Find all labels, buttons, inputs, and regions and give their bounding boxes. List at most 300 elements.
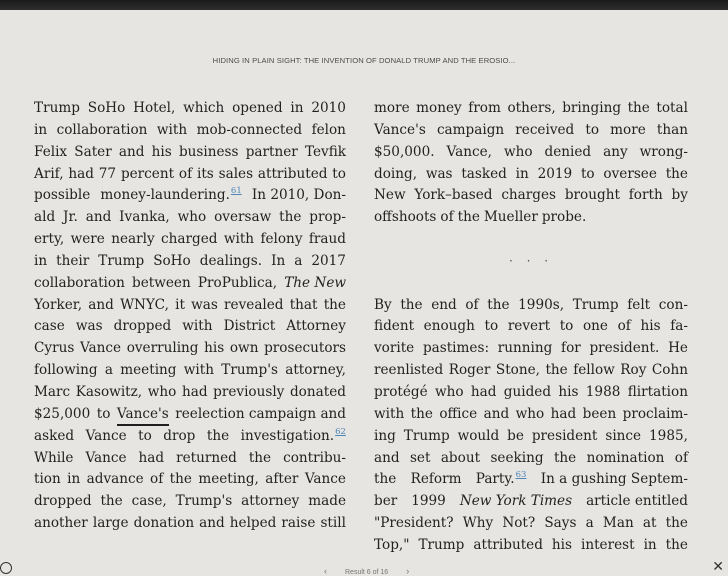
- word: 1990s,: [518, 296, 565, 313]
- word: office: [439, 405, 478, 422]
- word: Says: [544, 515, 577, 532]
- word: who: [147, 383, 177, 400]
- word: with: [223, 231, 255, 248]
- word: oversaw: [214, 209, 272, 226]
- word: any: [603, 143, 628, 160]
- word: forth: [628, 187, 663, 204]
- word: its: [196, 165, 214, 182]
- word: and: [118, 143, 145, 160]
- search-highlight: Vance's: [117, 404, 169, 426]
- word: own: [229, 340, 259, 357]
- word: Trump: [403, 427, 450, 444]
- word: meeting,: [198, 471, 259, 488]
- word: who: [177, 209, 207, 226]
- word: the: [665, 536, 688, 553]
- text-line: [374, 316, 688, 338]
- word: Ivanka,: [119, 209, 170, 226]
- word: reenlisted: [374, 362, 444, 379]
- text-line: [34, 229, 346, 251]
- word: case,: [131, 493, 167, 510]
- footnote-link-63[interactable]: 63: [515, 470, 527, 481]
- word: fa-: [670, 318, 688, 335]
- word: to: [580, 165, 595, 182]
- text-line: [374, 164, 688, 186]
- word: Man: [602, 515, 634, 532]
- word: than: [656, 121, 688, 138]
- text-line: [34, 338, 346, 360]
- word: sales: [218, 165, 254, 182]
- spacer: [374, 229, 688, 251]
- footnote-link-62[interactable]: 62: [335, 426, 346, 437]
- word: the: [553, 449, 577, 466]
- word: who: [434, 383, 464, 400]
- word: attributed: [473, 536, 543, 553]
- word: asked: [34, 427, 75, 444]
- word: SoHo: [153, 252, 191, 269]
- word: campaign: [436, 121, 505, 138]
- word: to: [559, 318, 574, 335]
- word: to: [332, 165, 346, 182]
- word: returned: [176, 449, 237, 466]
- section-break-ornament: · · ·: [508, 253, 554, 268]
- device-top-bezel: [0, 0, 728, 10]
- word: of: [178, 165, 193, 182]
- word: the: [487, 296, 510, 313]
- word: Hotel,: [133, 100, 176, 116]
- word: dropped: [113, 318, 172, 335]
- text-line: [374, 207, 688, 229]
- word: advance: [86, 471, 144, 488]
- running-head-title: HIDING IN PLAIN SIGHT: THE INVENTION OF DONALD TRUMP AND THE EROSIO...: [212, 56, 516, 65]
- word: set: [409, 449, 431, 466]
- word: Stone,: [495, 362, 540, 379]
- word: had: [181, 383, 208, 400]
- word: opened: [232, 100, 283, 116]
- word: the: [206, 427, 230, 444]
- word: and: [374, 449, 400, 466]
- word: investigation.$^{62}$: [240, 426, 346, 444]
- word: by: [671, 187, 688, 204]
- word: the: [323, 296, 346, 313]
- word: $25,000: [34, 405, 91, 422]
- word: mob-connected: [196, 121, 303, 138]
- word: ald: [34, 209, 56, 226]
- word: Jr.: [63, 209, 78, 226]
- text-line: [34, 404, 346, 426]
- word: the: [410, 405, 433, 422]
- word: were: [70, 231, 105, 248]
- word: Trump: [98, 252, 145, 269]
- word: the: [545, 362, 568, 379]
- word: ber: [374, 493, 398, 510]
- word: Cyrus: [34, 340, 75, 357]
- word: his: [551, 536, 572, 553]
- word: to: [585, 121, 600, 138]
- word: was: [191, 296, 218, 313]
- word: of: [150, 471, 164, 488]
- word: District: [223, 318, 276, 335]
- word: and: [85, 209, 112, 226]
- word: case: [34, 318, 65, 335]
- word: erty,: [34, 231, 65, 248]
- text-line: [34, 273, 346, 295]
- word: president: [531, 427, 598, 444]
- text-line: [34, 382, 346, 404]
- text-line: [34, 448, 346, 470]
- word: overruling: [126, 340, 199, 357]
- word: proclaim-: [622, 405, 688, 422]
- word: following: [34, 362, 98, 379]
- word: the: [279, 209, 302, 226]
- word: percent: [120, 165, 175, 182]
- word: business: [178, 143, 239, 160]
- word: the: [400, 296, 423, 313]
- word: reelection campaign and: [175, 405, 346, 422]
- word: of: [617, 318, 631, 335]
- word: Reform: [410, 471, 462, 488]
- word: prosecutors: [264, 340, 346, 357]
- word: Felix: [34, 143, 68, 160]
- word: their: [56, 252, 90, 269]
- word: the: [457, 209, 480, 226]
- text-line: [34, 120, 346, 142]
- word: with: [183, 362, 214, 379]
- word: had: [138, 449, 165, 466]
- word: protégé: [374, 383, 428, 400]
- word: Party.$^{63}$: [475, 470, 527, 488]
- word: While: [34, 449, 74, 466]
- word: to: [138, 427, 152, 444]
- word: Vance,: [446, 143, 492, 160]
- word: Sater: [74, 143, 112, 160]
- word: in: [67, 471, 81, 488]
- word: the: [374, 471, 397, 488]
- refresh-icon[interactable]: [0, 562, 12, 574]
- word: was: [75, 318, 103, 335]
- word: the: [100, 493, 123, 510]
- word: would: [457, 427, 500, 444]
- word: which: [183, 100, 225, 116]
- word: Cohn: [651, 362, 688, 379]
- word: prop-: [309, 209, 346, 226]
- word: He: [668, 340, 688, 357]
- word: president.: [589, 340, 660, 357]
- word: Trump: [34, 100, 80, 116]
- word: for: [561, 340, 581, 357]
- word: his: [204, 340, 225, 357]
- word: flirtation: [627, 383, 688, 400]
- word: Top,": [374, 536, 410, 553]
- word: In a gushing Septem-: [540, 471, 688, 488]
- word: revealed: [224, 296, 284, 313]
- word: that: [289, 296, 318, 313]
- word: and: [483, 405, 510, 422]
- text-line: [34, 491, 346, 513]
- word: meeting: [120, 362, 177, 379]
- word: ing: [374, 427, 396, 444]
- search-navigation: [306, 566, 427, 576]
- text-line: [34, 295, 346, 317]
- text-line: [34, 142, 346, 164]
- word: made: [308, 493, 346, 510]
- word: attorney: [241, 493, 300, 510]
- word: 1999: [411, 493, 446, 510]
- word: in: [643, 536, 657, 553]
- text-line: [374, 404, 688, 426]
- search-result-counter: Result 6 of 16: [345, 569, 389, 576]
- word: Trump's: [175, 493, 233, 510]
- text-line: [34, 164, 346, 186]
- word: in: [290, 100, 304, 116]
- word: with: [156, 121, 188, 138]
- word: more: [374, 100, 410, 116]
- word: 77: [98, 165, 117, 182]
- word: Vance's: [374, 121, 426, 138]
- word: of: [674, 449, 688, 466]
- text-line: [374, 98, 688, 120]
- word: to: [484, 318, 499, 335]
- word: fraud: [308, 231, 346, 248]
- word: 2010: [311, 100, 346, 116]
- text-line: [374, 513, 688, 535]
- text-line: [34, 251, 346, 273]
- word: Roy: [620, 362, 647, 379]
- word: seeking: [490, 449, 544, 466]
- word: attorney,: [285, 362, 346, 379]
- text-line: [374, 491, 688, 513]
- word: 1985,: [649, 427, 688, 444]
- word: one: [582, 318, 608, 335]
- word: doing,: [374, 165, 418, 182]
- word: raise: [281, 515, 316, 532]
- word: collaboration: [34, 274, 125, 291]
- word: nearly: [111, 231, 155, 248]
- text-line: [34, 185, 346, 207]
- text-line: [374, 382, 688, 404]
- text-line: [374, 426, 688, 448]
- word: large: [92, 515, 129, 532]
- word: after: [265, 471, 299, 488]
- word: charged: [161, 231, 218, 248]
- word: since: [605, 427, 642, 444]
- word: his: [640, 318, 661, 335]
- word: Arif,: [34, 165, 64, 182]
- word: in: [515, 165, 529, 182]
- word: 2019: [537, 165, 573, 182]
- italic-title: The New: [284, 274, 346, 291]
- word: York–based: [414, 187, 493, 204]
- word: "President?: [374, 515, 454, 532]
- word: and: [199, 515, 225, 532]
- word: contribu-: [283, 449, 346, 466]
- word: Vance: [304, 471, 346, 488]
- word: to: [96, 405, 111, 422]
- word: running: [497, 340, 553, 357]
- word: about: [440, 449, 481, 466]
- word: of: [440, 209, 454, 226]
- word: 2017: [311, 252, 346, 269]
- word: SoHo: [87, 100, 126, 116]
- word: the: [627, 100, 650, 116]
- text-line: [34, 316, 346, 338]
- word: Vance: [79, 340, 122, 357]
- word: had: [470, 383, 497, 400]
- word: Vance: [85, 427, 127, 444]
- word: the: [169, 471, 192, 488]
- word: another: [34, 515, 88, 532]
- text-line: [374, 338, 688, 360]
- text-line: [374, 360, 688, 382]
- word: had: [68, 165, 94, 182]
- word: Tevfik: [304, 143, 346, 160]
- text-line: [374, 185, 688, 207]
- word: with: [182, 318, 213, 335]
- text-line: [34, 426, 346, 448]
- word: still: [320, 515, 346, 532]
- word: Trump: [418, 536, 465, 553]
- text-line: [34, 360, 346, 382]
- text-line: [374, 535, 688, 557]
- word: fident: [374, 318, 415, 335]
- word: partner: [245, 143, 298, 160]
- word: the: [665, 515, 688, 532]
- word: vorite: [374, 340, 415, 357]
- word: denied: [544, 143, 592, 160]
- word: more: [610, 121, 646, 138]
- word: By: [374, 296, 392, 313]
- word: tasked: [461, 165, 507, 182]
- text-line: [34, 98, 346, 120]
- word: offshoots: [374, 209, 437, 226]
- word: had: [550, 405, 577, 422]
- right-text-column: [374, 98, 688, 557]
- word: Why: [462, 515, 494, 532]
- word: a: [294, 252, 303, 269]
- word: Vance: [85, 449, 127, 466]
- word: tion: [34, 471, 61, 488]
- word: dropped: [34, 493, 92, 510]
- word: 1988: [585, 383, 621, 400]
- text-line: [374, 142, 688, 164]
- word: felt: [627, 296, 651, 313]
- word: revert: [507, 318, 551, 335]
- reader-footer: [0, 558, 728, 576]
- word: donation: [133, 515, 195, 532]
- word: in: [34, 121, 48, 138]
- word: was: [425, 165, 453, 182]
- text-line: [374, 469, 688, 491]
- word: enough: [423, 318, 475, 335]
- word: the: [248, 449, 272, 466]
- word: who: [503, 143, 533, 160]
- word: been: [582, 405, 617, 422]
- word: In 2010, Don-: [251, 187, 346, 204]
- word: his: [151, 143, 172, 160]
- word: donated: [289, 383, 346, 400]
- text-line: [374, 295, 688, 317]
- word: interest: [580, 536, 635, 553]
- word: Attorney: [286, 318, 346, 335]
- word: of: [465, 296, 479, 313]
- word: oversee: [603, 165, 657, 182]
- word: Kasowitz,: [75, 383, 143, 400]
- word: brought: [564, 187, 620, 204]
- close-icon[interactable]: ✕: [712, 559, 724, 575]
- word: felon: [311, 121, 346, 138]
- word: Trump: [572, 296, 619, 313]
- word: Trump's: [221, 362, 278, 379]
- word: between: [132, 274, 191, 291]
- word: dealings.: [199, 252, 263, 269]
- word: helped: [229, 515, 277, 532]
- word: con-: [658, 296, 688, 313]
- previous-result-button[interactable]: ‹: [324, 566, 327, 576]
- word: felony: [260, 231, 303, 248]
- next-result-button[interactable]: ›: [406, 566, 410, 576]
- word: pastimes:: [422, 340, 490, 357]
- word: ProPublica,: [197, 274, 278, 291]
- word: previously: [213, 383, 285, 400]
- word: possible: [34, 187, 91, 204]
- word: WNYC,: [120, 296, 169, 313]
- word: money-laundering.$^{61}$: [100, 186, 242, 204]
- word: New: [374, 187, 406, 204]
- word: fellow: [573, 362, 615, 379]
- book-page: [0, 10, 728, 576]
- text-line: [34, 513, 346, 535]
- word: money: [416, 100, 462, 116]
- word: In: [271, 252, 286, 269]
- word: from: [468, 100, 501, 116]
- word: Roger: [448, 362, 491, 379]
- text-line: [34, 469, 346, 491]
- word: who: [515, 405, 545, 422]
- footnote-link-61[interactable]: 61: [230, 186, 242, 197]
- word: a: [104, 362, 113, 379]
- word: drop: [163, 427, 196, 444]
- word: and: [88, 296, 114, 313]
- word: Mueller: [483, 209, 538, 226]
- word: charges: [501, 187, 557, 204]
- word: others,: [507, 100, 556, 116]
- word: be: [507, 427, 524, 444]
- word: Marc: [34, 383, 71, 400]
- word: total: [656, 100, 688, 116]
- word: $50,000.: [374, 143, 435, 160]
- word: end: [431, 296, 457, 313]
- text-line: [34, 207, 346, 229]
- word: at: [642, 515, 657, 532]
- word: collaboration: [56, 121, 148, 138]
- word: article entitled: [586, 493, 688, 510]
- left-text-column: [34, 98, 346, 535]
- word: his: [558, 383, 579, 400]
- word: in: [34, 252, 48, 269]
- text-line: [374, 448, 688, 470]
- word: Not?: [502, 515, 536, 532]
- word: it: [175, 296, 185, 313]
- word: bringing: [562, 100, 622, 116]
- word: wrong-: [639, 143, 688, 160]
- word: with: [374, 405, 405, 422]
- word: attributed: [257, 165, 328, 182]
- italic-title: New York Times: [459, 493, 573, 510]
- word: probe.: [541, 209, 587, 226]
- word: the: [665, 165, 688, 182]
- word: a: [585, 515, 594, 532]
- word: received: [515, 121, 575, 138]
- word: nomination: [586, 449, 665, 466]
